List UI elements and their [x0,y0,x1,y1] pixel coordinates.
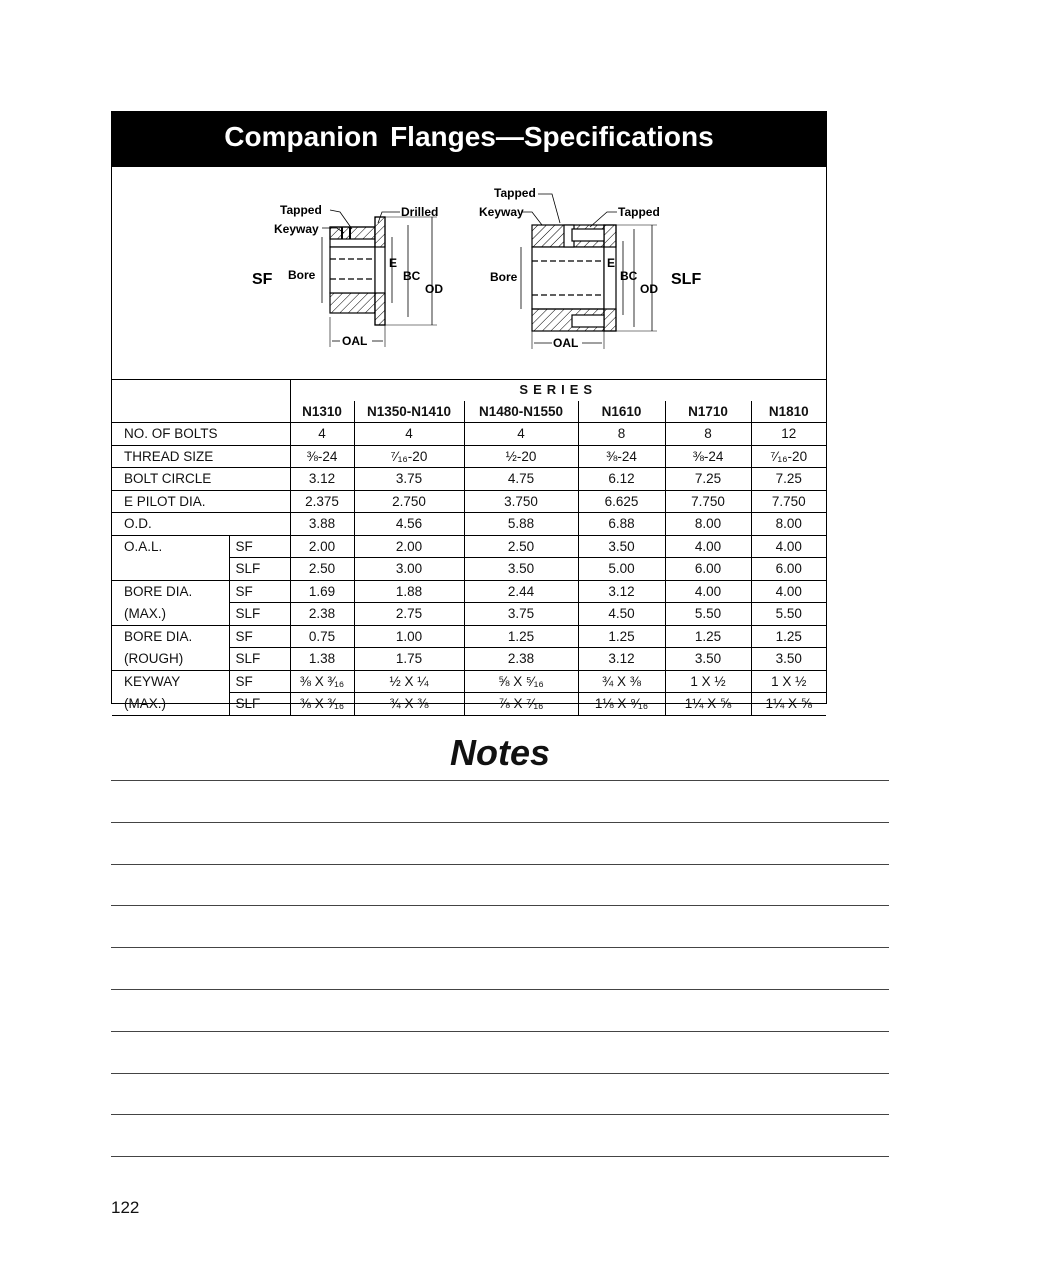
table-cell: ⁷⁄₁₆-20 [751,445,826,468]
page-number: 122 [111,1198,140,1217]
table-row [112,603,826,626]
note-line [111,905,889,906]
table-cell: 1¼ X ⅝ [665,693,751,716]
table-cell: 6.88 [578,513,665,536]
row-sublabel: SLF [229,648,290,671]
table-cell: ⁷⁄₁₆-20 [354,445,464,468]
note-line [111,822,889,823]
table-cell: 8 [578,423,665,446]
table-cell: 2.00 [290,535,354,558]
table-cell: 1¼ X ⅝ [751,693,826,716]
table-cell: ⅞ X ⁷⁄₁₆ [464,693,578,716]
column-header: N1480-N1550 [464,401,578,423]
slf-keyway-label: Keyway [479,205,524,219]
table-cell: ⅜ X ³⁄₁₆ [290,670,354,693]
title-banner [112,112,826,167]
note-line [111,1156,889,1157]
sf-tapped-label: Tapped [280,203,322,217]
row-label [112,558,229,581]
page-title: Companion Flanges—Specifications [224,121,714,152]
row-sublabel: SF [229,535,290,558]
table-cell: 3.12 [578,648,665,671]
table-cell: 4.75 [464,468,578,491]
table-cell: 4.00 [665,580,751,603]
table-cell: 4.00 [751,535,826,558]
sf-label: SF [252,271,273,288]
column-header: N1350-N1410 [354,401,464,423]
sf-bore-label: Bore [288,268,316,282]
table-row [112,580,826,603]
table-cell: 2.38 [464,648,578,671]
table-cell: 3.00 [354,558,464,581]
table-cell: 1⅛ X ⁹⁄₁₆ [578,693,665,716]
sf-oal-label: OAL [342,334,368,348]
notes-title: Notes [449,732,551,773]
spec-card [111,111,827,712]
table-cell: 1.69 [290,580,354,603]
table-cell: 7.25 [751,468,826,491]
table-cell: 3.75 [464,603,578,626]
table-cell: ½ X ¼ [354,670,464,693]
table-cell: 4.56 [354,513,464,536]
table-cell: 2.38 [290,603,354,626]
slf-bore-label: Bore [490,270,518,284]
table-cell: 6.00 [751,558,826,581]
table-row [112,625,826,648]
table-cell: 1.25 [751,625,826,648]
table-row [112,423,826,446]
row-label: (MAX.) [112,693,229,716]
table-cell: 4 [354,423,464,446]
slf-oal-label: OAL [553,336,579,350]
row-sublabel: SF [229,580,290,603]
table-cell: 6.625 [578,490,665,513]
table-cell: 2.44 [464,580,578,603]
row-label: E PILOT DIA. [112,490,290,513]
note-line [111,947,889,948]
column-header: N1310 [290,401,354,423]
flange-diagram [112,167,826,380]
row-sublabel: SLF [229,693,290,716]
table-row [112,445,826,468]
table-cell: 1.25 [464,625,578,648]
slf-label: SLF [671,271,702,288]
row-label: BORE DIA. [124,584,193,599]
table-cell: 1.25 [578,625,665,648]
row-sublabel: SLF [229,603,290,626]
table-cell: ¾ X ⅜ [354,693,464,716]
row-label: O.A.L. [124,539,163,554]
note-line [111,1031,889,1032]
slf-tapped-top-label: Tapped [494,186,536,200]
row-sublabel: SF [229,625,290,648]
sf-e-label: E [389,256,398,270]
table-cell: 3.50 [578,535,665,558]
table-cell: 6.12 [578,468,665,491]
table-cell: 3.88 [290,513,354,536]
table-cell: 3.50 [751,648,826,671]
table-row [112,513,826,536]
row-label: (ROUGH) [112,648,229,671]
note-line [111,1114,889,1115]
table-cell: 2.50 [464,535,578,558]
table-cell: 1 X ½ [751,670,826,693]
table-cell: 2.75 [354,603,464,626]
table-cell: 8.00 [751,513,826,536]
table-cell: 5.50 [751,603,826,626]
table-cell: 3.50 [464,558,578,581]
table-row [112,468,826,491]
table-cell: 8 [665,423,751,446]
table-row [112,648,826,671]
table-row [112,670,826,693]
table-cell: 2.50 [290,558,354,581]
table-cell: 1.00 [354,625,464,648]
table-cell: 5.00 [578,558,665,581]
table-cell: 2.375 [290,490,354,513]
table-cell: 2.750 [354,490,464,513]
table-cell: 3.750 [464,490,578,513]
sf-od-label: OD [425,282,443,296]
row-label: O.D. [112,513,290,536]
table-cell: 5.50 [665,603,751,626]
note-line [111,1073,889,1074]
flange-drawings [112,167,826,379]
table-cell: 7.25 [665,468,751,491]
table-cell: 7.750 [751,490,826,513]
slf-od-label: OD [640,282,658,296]
slf-bc-label: BC [620,269,638,283]
table-cell: 3.50 [665,648,751,671]
sf-keyway-label: Keyway [274,222,319,236]
table-cell: 1.75 [354,648,464,671]
table-cell: 4 [290,423,354,446]
row-sublabel: SF [229,670,290,693]
table-cell: ½-20 [464,445,578,468]
table-cell: 7.750 [665,490,751,513]
note-line [111,989,889,990]
table-row [112,558,826,581]
row-label: KEYWAY [124,674,181,689]
column-header-row [112,401,826,423]
row-label: BOLT CIRCLE [112,468,290,491]
table-cell: 1.25 [665,625,751,648]
table-cell: 2.00 [354,535,464,558]
table-cell: 3.12 [290,468,354,491]
row-label: NO. OF BOLTS [112,423,290,446]
row-label: THREAD SIZE [112,445,290,468]
note-line [111,780,889,781]
table-cell: 3.12 [578,580,665,603]
series-header-row [112,379,826,401]
slf-e-label: E [607,256,616,270]
slf-tapped-right-label: Tapped [618,205,660,219]
table-cell: ⅝ X ⁵⁄₁₆ [464,670,578,693]
table-row [112,535,826,558]
table-cell: 8.00 [665,513,751,536]
table-cell: ¾ X ⅜ [578,670,665,693]
table-cell: 4 [464,423,578,446]
row-label: BORE DIA. [124,629,193,644]
table-cell: 1.88 [354,580,464,603]
table-cell: 6.00 [665,558,751,581]
table-cell: 12 [751,423,826,446]
table-cell: ⅜ X ³⁄₁₆ [290,693,354,716]
sf-drilled-label: Drilled [401,205,439,219]
table-cell: 0.75 [290,625,354,648]
row-sublabel: SLF [229,558,290,581]
sf-bc-label: BC [403,269,421,283]
table-cell: ⅜-24 [290,445,354,468]
spec-table [112,379,826,716]
table-cell: 4.00 [751,580,826,603]
table-cell: 3.75 [354,468,464,491]
column-header: N1810 [751,401,826,423]
table-row [112,693,826,716]
row-label: (MAX.) [112,603,229,626]
column-header: N1710 [665,401,751,423]
table-cell: 4.00 [665,535,751,558]
table-cell: 5.88 [464,513,578,536]
table-cell: ⅜-24 [578,445,665,468]
table-cell: 1.38 [290,648,354,671]
table-row [112,490,826,513]
column-header: N1610 [578,401,665,423]
series-label: SERIES [290,379,826,401]
note-line [111,864,889,865]
table-cell: ⅜-24 [665,445,751,468]
table-cell: 4.50 [578,603,665,626]
table-cell: 1 X ½ [665,670,751,693]
